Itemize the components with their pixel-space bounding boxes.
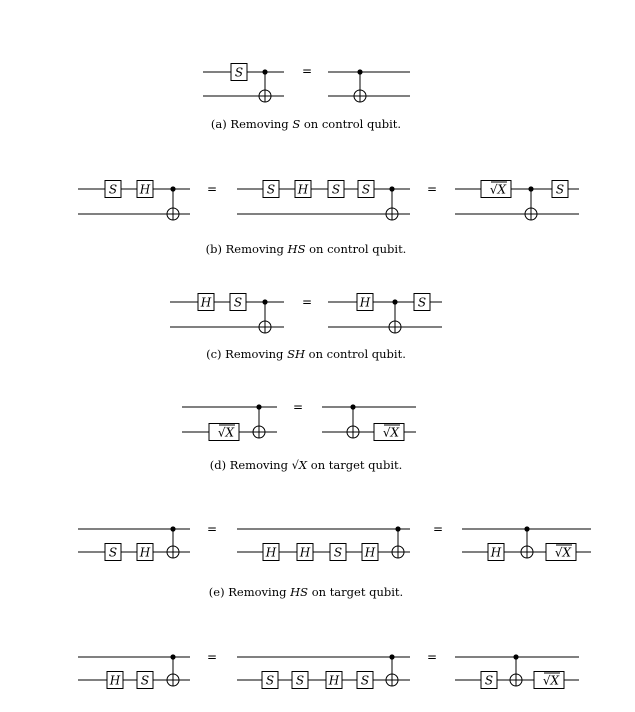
subfigure-caption: (c) Removing SH on control qubit. [206, 347, 406, 361]
control-dot [170, 654, 175, 659]
subfigure-caption: (a) Removing S on control qubit. [210, 117, 402, 131]
gate-S [262, 672, 278, 689]
equals-sign: = [426, 182, 438, 196]
circuit-12 [462, 526, 591, 560]
equals-sign: = [432, 522, 444, 536]
circuit-4 [237, 181, 410, 221]
control-dot [357, 69, 362, 74]
cnot-gate [389, 299, 401, 333]
gate-S [552, 181, 568, 198]
gate-H [357, 294, 373, 311]
gate-H [198, 294, 214, 311]
gate-label: S [331, 182, 341, 197]
control-dot [170, 186, 175, 191]
gate-label: H [265, 545, 277, 560]
gate-label: S [266, 182, 276, 197]
gate-label: √X [542, 673, 560, 688]
gate-label: S [295, 673, 305, 688]
equals-sign: = [206, 650, 218, 664]
control-dot [262, 69, 267, 74]
control-dot [528, 186, 533, 191]
circuit-10 [78, 526, 190, 560]
gate-S [137, 672, 153, 689]
cnot-gate [525, 186, 537, 220]
control-dot [389, 654, 394, 659]
equals-sign: = [426, 650, 438, 664]
gate-H [295, 181, 311, 198]
gate-label: √X [382, 425, 400, 440]
gate-S [328, 181, 344, 198]
control-dot [513, 654, 518, 659]
cnot-gate [167, 526, 179, 558]
gate-label: H [328, 673, 340, 688]
gate-H [107, 672, 123, 689]
gate-label: H [139, 182, 151, 197]
control-dot [262, 299, 267, 304]
gate-S [358, 181, 374, 198]
gate-√X [481, 181, 511, 198]
gate-label: S [140, 673, 150, 688]
gate-H [362, 544, 378, 561]
gate-label: √X [489, 182, 507, 197]
gate-√X [209, 424, 239, 441]
circuit-15 [455, 654, 579, 688]
gate-label: H [299, 545, 311, 560]
gate-S [263, 181, 279, 198]
gate-H [263, 544, 279, 561]
gate-S [292, 672, 308, 689]
circuit-1 [203, 64, 284, 103]
subfigure-caption: (b) Removing HS on control qubit. [205, 242, 407, 256]
circuit-5 [455, 181, 579, 221]
gate-label: S [333, 545, 343, 560]
gate-H [137, 544, 153, 561]
gate-label: H [297, 182, 309, 197]
gate-√X [546, 544, 576, 561]
gate-S [105, 181, 121, 198]
circuit-14 [237, 654, 410, 688]
gate-S [105, 544, 121, 561]
equals-sign: = [292, 400, 304, 414]
gate-label: H [364, 545, 376, 560]
gate-S [231, 64, 247, 81]
gate-label: S [233, 295, 243, 310]
cnot-gate [167, 654, 179, 686]
gate-H [488, 544, 504, 561]
circuit-11 [237, 526, 410, 560]
gate-label: √X [217, 425, 235, 440]
equals-sign: = [206, 182, 218, 196]
gate-label: S [417, 295, 427, 310]
cnot-gate [510, 654, 522, 686]
gate-√X [374, 424, 404, 441]
gate-label: S [265, 673, 275, 688]
circuit-6 [170, 294, 284, 334]
gate-label: S [361, 182, 371, 197]
circuit-9 [322, 404, 416, 440]
cnot-gate [386, 186, 398, 220]
gate-label: S [360, 673, 370, 688]
gate-S [481, 672, 497, 689]
cnot-gate [167, 186, 179, 220]
equals-sign: = [301, 295, 313, 309]
control-dot [256, 404, 261, 409]
control-dot [170, 526, 175, 531]
gate-label: S [234, 65, 244, 80]
equals-sign: = [206, 522, 218, 536]
gate-label: H [109, 673, 121, 688]
gate-label: H [200, 295, 212, 310]
circuit-7 [328, 294, 442, 334]
gate-S [357, 672, 373, 689]
gate-H [297, 544, 313, 561]
equals-sign: = [301, 64, 313, 78]
cnot-gate [392, 526, 404, 558]
cnot-gate [259, 69, 271, 102]
circuit-8 [182, 404, 277, 440]
cnot-gate [347, 404, 359, 438]
circuit-2 [328, 69, 410, 102]
circuit-3 [78, 181, 190, 221]
control-dot [395, 526, 400, 531]
control-dot [350, 404, 355, 409]
circuit-13 [78, 654, 190, 688]
gate-label: S [108, 182, 118, 197]
gate-√X [534, 672, 564, 689]
cnot-gate [386, 654, 398, 686]
gate-H [137, 181, 153, 198]
gate-S [330, 544, 346, 561]
gate-label: H [490, 545, 502, 560]
gate-label: H [359, 295, 371, 310]
cnot-gate [521, 526, 533, 558]
control-dot [392, 299, 397, 304]
gate-label: √X [554, 545, 572, 560]
gate-label: S [108, 545, 118, 560]
subfigure-caption: (d) Removing √X on target qubit. [209, 458, 403, 472]
gate-S [230, 294, 246, 311]
gate-H [326, 672, 342, 689]
cnot-gate [253, 404, 265, 438]
cnot-gate [259, 299, 271, 333]
gate-label: S [555, 182, 565, 197]
gate-label: S [484, 673, 494, 688]
gate-label: H [139, 545, 151, 560]
cnot-gate [354, 69, 366, 102]
control-dot [524, 526, 529, 531]
control-dot [389, 186, 394, 191]
gate-S [414, 294, 430, 311]
subfigure-caption: (e) Removing HS on target qubit. [208, 585, 404, 599]
